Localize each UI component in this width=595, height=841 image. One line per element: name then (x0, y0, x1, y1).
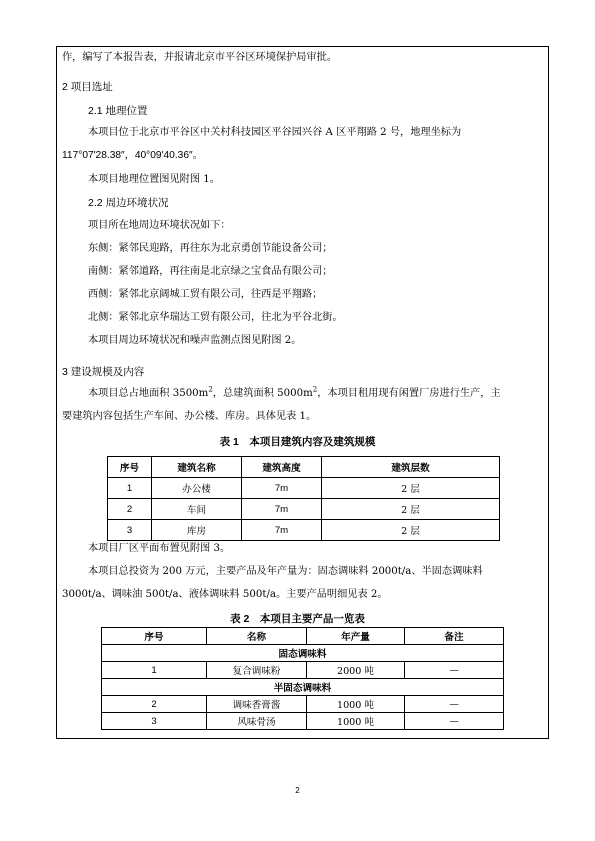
table-row (102, 713, 504, 730)
table2-header-cell: 名称 (207, 628, 307, 645)
table2-header-cell: 年产量 (307, 628, 405, 645)
table2 (101, 627, 504, 730)
surroundings-north: 北侧：紧邻北京华瑞达工贸有限公司，往北为平谷北街。 (88, 312, 343, 323)
table2-group-row (102, 645, 504, 662)
table2-group-row (102, 679, 504, 696)
surroundings-intro: 项目所在地周边环境状况如下： (88, 220, 231, 231)
table1-cell: 办公楼 (152, 478, 242, 499)
scale-paragraph-line2: 要建筑内容包括生产车间、办公楼、库房。具体见表 1。 (62, 411, 317, 422)
surroundings-west: 西侧：紧邻北京阔城工贸有限公司，往西是平翔路； (88, 289, 323, 300)
scale-paragraph-line1: 本项目总占地面积 $3500m^2$，总建筑面积 $5000m^2$，本项目租用现有闲置厂房进行生产，主 (88, 385, 501, 399)
layout-figure-ref: 本项目厂区平面布置见附图 3。 (88, 543, 231, 554)
table2-cell: 调味香膏酱 (207, 696, 307, 713)
table-row (108, 499, 500, 520)
table2-group-label: 固态调味料 (102, 645, 504, 662)
table2-caption: 表 2 本项目主要产品一览表 (230, 613, 365, 625)
table1-cell: 1 (108, 478, 152, 499)
table2-cell: — (405, 696, 504, 713)
table1-cell: 库房 (152, 520, 242, 541)
table1-cell: 3 (108, 520, 152, 541)
location-paragraph-line1: 本项目位于北京市平谷区中关村科技园区平谷园兴谷 A 区平翔路 2 号，地理坐标为 (88, 127, 462, 138)
table2-cell: — (405, 713, 504, 730)
table1-cell: 2 层 (322, 478, 500, 499)
table2-cell: 风味骨汤 (207, 713, 307, 730)
section-2-2-title: 2.2 周边环境状况 (88, 197, 169, 209)
table-row (108, 478, 500, 499)
table2-cell: 2000 吨 (307, 662, 405, 679)
table1-cell: 7m (242, 499, 322, 520)
table1-cell: 7m (242, 520, 322, 541)
table1-cell: 2 层 (322, 520, 500, 541)
table1-header-cell: 建筑名称 (152, 457, 242, 478)
table2-group-label: 半固态调味料 (102, 679, 504, 696)
table2-cell: 2 (102, 696, 207, 713)
table2-cell: 3 (102, 713, 207, 730)
table1-cell: 2 (108, 499, 152, 520)
table2-header-row (102, 628, 504, 645)
table1-cell: 7m (242, 478, 322, 499)
products-paragraph-line2: 3000t/a、调味油 500t/a、液体调味料 500t/a。主要产品明细见表 2。 (62, 589, 388, 600)
table1-cell: 2 层 (322, 499, 500, 520)
table2-cell: 复合调味粉 (207, 662, 307, 679)
surroundings-east: 东侧：紧邻民迎路，再往东为北京勇创节能设备公司； (88, 243, 333, 254)
table-row (102, 696, 504, 713)
location-paragraph-line2: 117°07′28.38″，40°09′40.36″。 (62, 150, 203, 161)
table1-header-row (108, 457, 500, 478)
table2-cell: 1000 吨 (307, 696, 405, 713)
section-2-1-title: 2.1 地理位置 (88, 105, 148, 117)
table-row (108, 520, 500, 541)
table1 (107, 456, 500, 541)
table2-header-cell: 备注 (405, 628, 504, 645)
surroundings-south: 南侧：紧邻道路，再往南是北京绿之宝食品有限公司； (88, 266, 333, 277)
table2-cell: 1000 吨 (307, 713, 405, 730)
intro-line: 作，编写了本报告表，并报请北京市平谷区环境保护局审批。 (62, 52, 338, 63)
section-3-title: 3 建设规模及内容 (62, 366, 145, 378)
table2-cell: — (405, 662, 504, 679)
section-2-title: 2 项目选址 (62, 81, 113, 93)
products-paragraph-line1: 本项目总投资为 200 万元，主要产品及年产量为：固态调味料 2000t/a、半固态调味料 (88, 566, 483, 577)
table2-header-cell: 序号 (102, 628, 207, 645)
table2-cell: 1 (102, 662, 207, 679)
table1-cell: 车间 (152, 499, 242, 520)
table1-header-cell: 建筑层数 (322, 457, 500, 478)
surroundings-figure-ref: 本项目周边环境状况和噪声监测点图见附图 2。 (88, 335, 302, 346)
table1-header-cell: 序号 (108, 457, 152, 478)
table-row (102, 662, 504, 679)
page-number: 2 (295, 786, 300, 795)
location-figure-ref: 本项目地理位置图见附图 1。 (88, 174, 220, 185)
table1-header-cell: 建筑高度 (242, 457, 322, 478)
table1-caption: 表 1 本项目建筑内容及建筑规模 (219, 436, 376, 448)
